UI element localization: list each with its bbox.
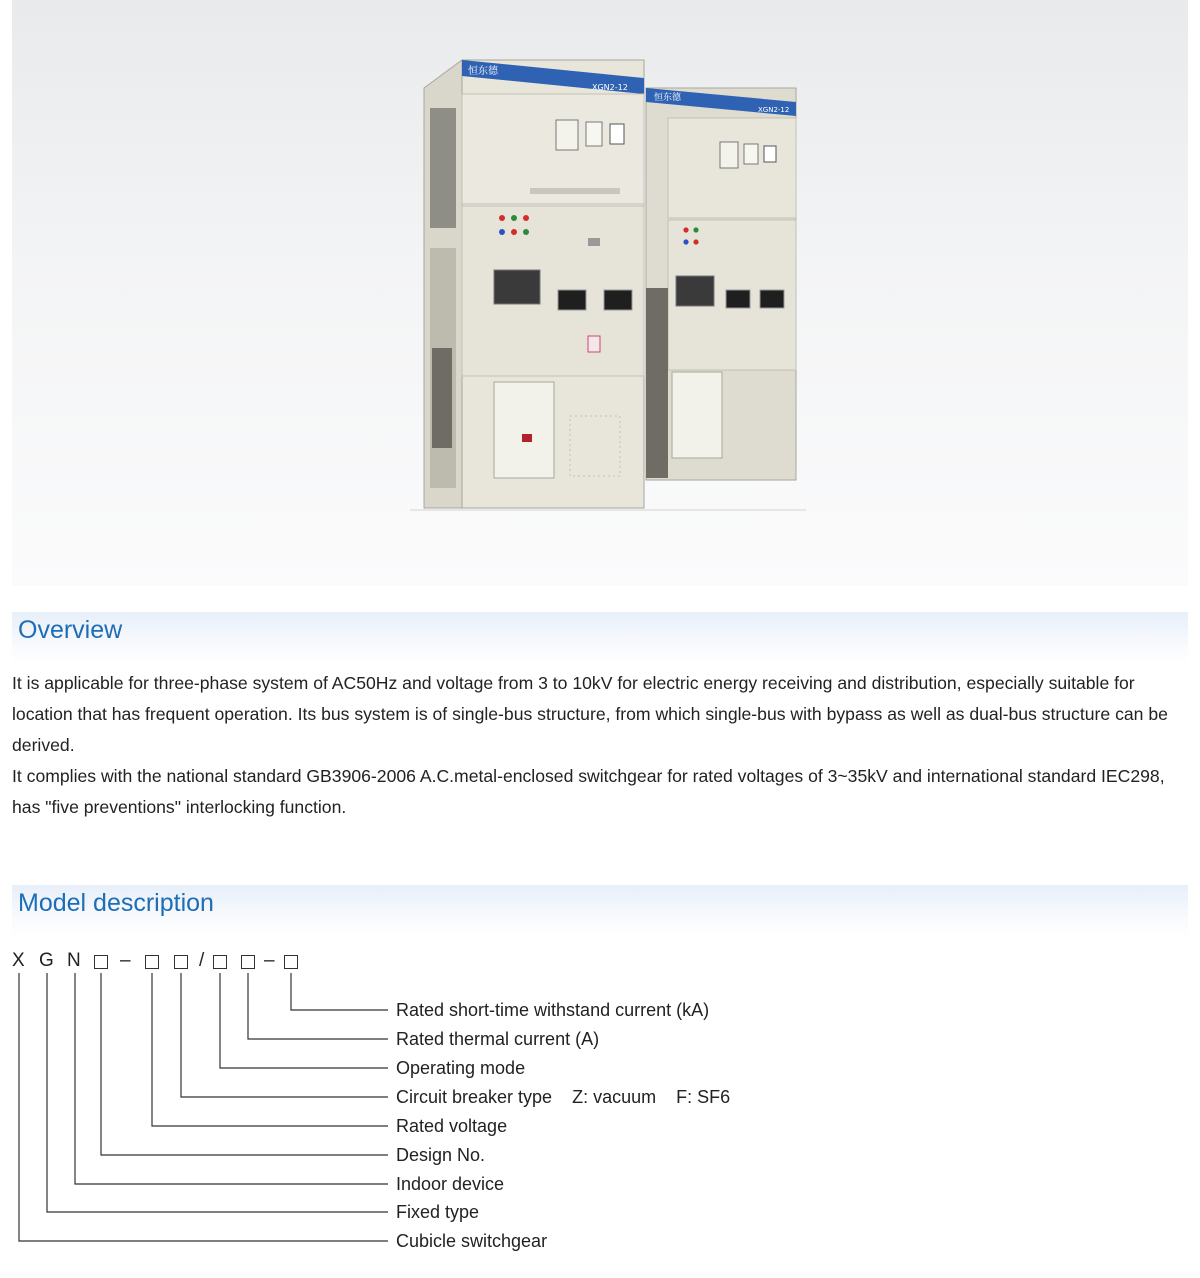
- desc-design-no: Design No.: [396, 1145, 486, 1165]
- code-dash-1: –: [120, 950, 131, 971]
- desc-short-time-current: Rated short-time withstand current (kA): [396, 1000, 710, 1020]
- breaker-type-sf6: F: SF6: [676, 1087, 731, 1107]
- code-box-breaker: [174, 955, 188, 969]
- model-title: Model description: [18, 889, 214, 917]
- cabinet-model-label: XGN2-12: [592, 83, 628, 92]
- product-hero: [12, 0, 1188, 586]
- overview-paragraph-2: It complies with the national standard GB3906-2006 A.C.metal-enclosed switchgear for rated voltages of 3~35kV and international standard IEC298, has "five preventions" interlocking function.: [12, 766, 1165, 817]
- breaker-type-vacuum: Z: vacuum: [572, 1087, 657, 1107]
- model-header-bar: [12, 885, 1188, 937]
- cabinet-brand: 恒东德: [468, 66, 498, 77]
- desc-cubicle-switchgear: Cubicle switchgear: [396, 1231, 548, 1251]
- code-letter-g: G: [39, 950, 54, 971]
- desc-rated-voltage: Rated voltage: [396, 1116, 508, 1136]
- code-box-operating: [213, 955, 227, 969]
- code-dash-2: –: [264, 950, 275, 971]
- code-box-voltage: [145, 955, 159, 969]
- desc-fixed-type: Fixed type: [396, 1202, 480, 1222]
- breaker-type-label: Circuit breaker type: [396, 1087, 553, 1107]
- code-letter-x: X: [12, 950, 25, 971]
- overview-header-bar: [12, 612, 1188, 664]
- overview-body: [12, 668, 1192, 823]
- desc-operating-mode: Operating mode: [396, 1058, 526, 1078]
- desc-breaker-type: [396, 1087, 730, 1108]
- code-box-thermal: [241, 955, 255, 969]
- code-box-withstand: [284, 955, 298, 969]
- desc-thermal-current: Rated thermal current (A): [396, 1029, 600, 1049]
- svg-text:XGN2-12: XGN2-12: [758, 106, 790, 114]
- code-slash: /: [199, 950, 205, 971]
- code-letter-n: N: [67, 950, 81, 971]
- desc-indoor-device: Indoor device: [396, 1174, 505, 1194]
- overview-title: Overview: [18, 616, 123, 644]
- svg-text:恒东德: 恒东德: [654, 93, 682, 103]
- switchgear-cabinet-image: [410, 48, 806, 516]
- code-box-design: [94, 955, 108, 969]
- overview-paragraph-1: It is applicable for three-phase system of AC50Hz and voltage from 3 to 10kV for electric energy receiving and distribution, especially suitable for location that has frequent operation. Its bus system is of single-bus structure, from which single-bus with bypass as well as dual-bus structure can be derived.: [12, 673, 1168, 755]
